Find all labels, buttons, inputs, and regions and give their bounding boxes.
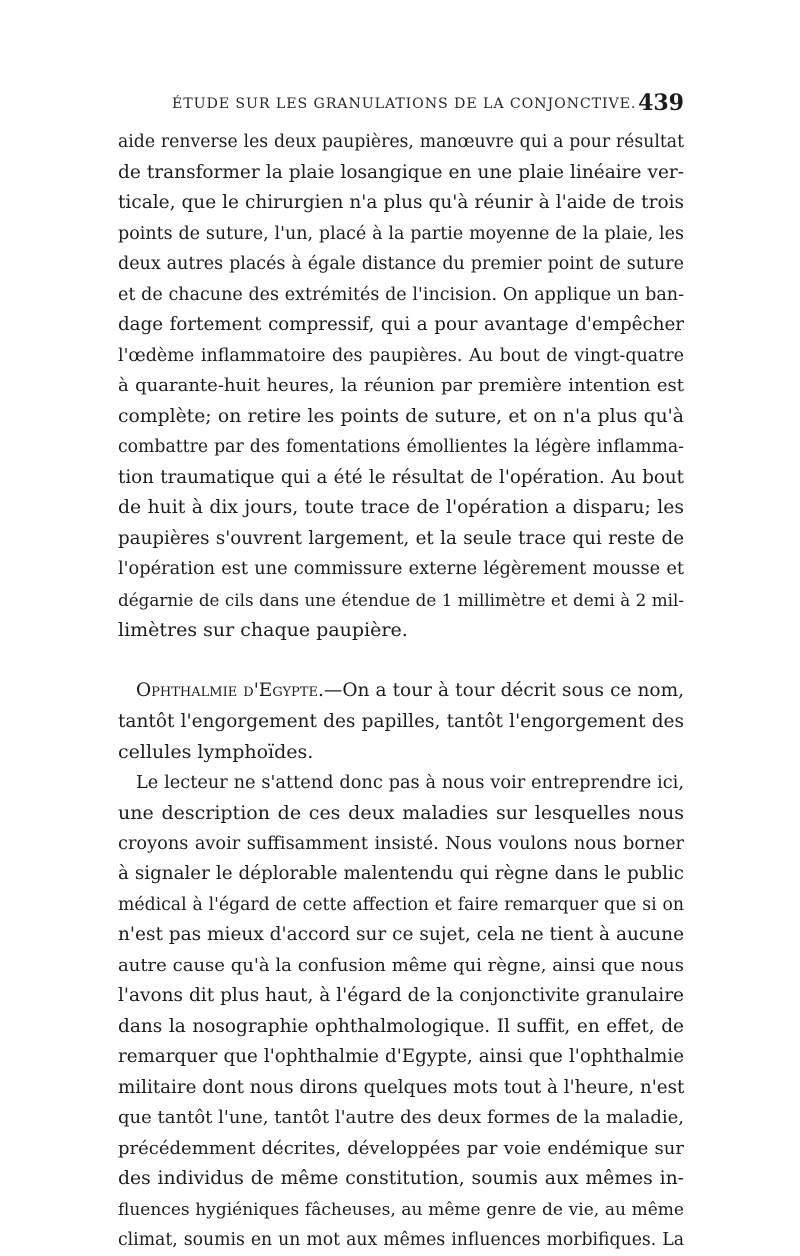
body-text (118, 127, 684, 1256)
text-line: l'œdème inflammatoire des paupières. Au bout de vingt-quatre (118, 345, 684, 366)
text-line: n'est pas mieux d'accord sur ce sujet, cela ne tient à aucune (118, 924, 685, 945)
text-line: à signaler le déplorable malentendu qui règne dans le public (118, 863, 684, 884)
text-line: à quarante-huit heures, la réunion par première intention est (118, 375, 684, 396)
text-line: et de chacune des extrémités de l'incision. On applique un ban- (118, 284, 684, 305)
text-line: fluences hygiéniques fâcheuses, au même genre de vie, au même (118, 1199, 684, 1220)
text-line: de huit à dix jours, toute trace de l'opération a disparu; les (118, 497, 684, 518)
text-line: une description de ces deux maladies sur lesquelles nous (118, 802, 684, 824)
text-line: complète; on retire les points de suture, et on n'a plus qu'à (118, 405, 684, 427)
text-line: paupières s'ouvrent largement, et la seule trace qui reste de (118, 527, 684, 549)
text-line: militaire dont nous dirons quelques mots tout à l'heure, n'est (118, 1076, 685, 1098)
text-line: l'avons dit plus haut, à l'égard de la conjonctivite granulaire (118, 985, 684, 1006)
heading-line-rest: —On a tour à tour décrit sous ce nom, (323, 680, 684, 701)
paragraph-gap (118, 646, 684, 677)
text-line: dage fortement compressif, qui a pour avantage d'empêcher (118, 314, 684, 335)
text-line: autre cause qu'à la confusion même qui règne, ainsi que nous (118, 954, 684, 976)
text-line: climat, soumis en un mot aux mêmes influences morbifiques. La (118, 1230, 684, 1250)
paragraph (118, 768, 684, 1256)
page-number: 439 (638, 90, 684, 116)
paragraph-continuation (118, 127, 684, 646)
text-line: points de suture, l'un, placé à la partie moyenne de la plaie, les (118, 223, 684, 244)
text-line: deux autres placés à égale distance du premier point de suture (118, 254, 684, 274)
text-line: médical à l'égard de cette affection et faire remarquer que si on (118, 894, 684, 915)
text-line: limètres sur chaque paupière. (118, 619, 408, 641)
text-line: de transformer la plaie losangique en une plaie linéaire ver- (118, 161, 684, 183)
text-line: que tantôt l'une, tantôt l'autre des deux formes de la maladie, (118, 1107, 684, 1128)
text-line: tion traumatique qui a été le résultat de l'opération. Au bout (118, 466, 684, 488)
text-line: ticale, que le chirurgien n'a plus qu'à réunir à l'aide de trois (118, 192, 684, 213)
running-head (118, 90, 684, 120)
text-line: cellules lymphoïdes. (118, 741, 314, 763)
text-line: aide renverse les deux paupières, manœuvre qui a pour résultat (118, 132, 684, 152)
text-line: remarquer que l'ophthalmie d'Egypte, ainsi que l'ophthalmie (118, 1046, 684, 1067)
text-line: précédemment décrites, développées par voie endémique sur (118, 1137, 684, 1159)
text-line: l'opération est une commissure externe légèrement mousse et (118, 559, 684, 579)
text-line: des individus de même constitution, soumis aux mêmes in- (118, 1168, 684, 1189)
section-ophthalmie-egypte (118, 676, 684, 768)
text-line: tantôt l'engorgement des papilles, tantôt l'engorgement des (118, 710, 684, 732)
running-title: ÉTUDE SUR LES GRANULATIONS DE LA CONJONCTIVE. (172, 96, 637, 112)
text-line: dégarnie de cils dans une étendue de 1 millimètre et demi à 2 mil- (118, 589, 684, 610)
section-heading: Ophthalmie d'Egypte. (136, 680, 324, 701)
text-line: dans la nosographie ophthalmologique. Il suffit, en effet, de (118, 1015, 684, 1037)
text-line: croyons avoir suffisamment insisté. Nous voulons nous borner (118, 833, 684, 854)
text-line: Le lecteur ne s'attend donc pas à nous voir entreprendre ici, (136, 772, 684, 793)
text-line (118, 676, 684, 707)
text-line: combattre par des fomentations émollientes la légère inflamma- (118, 437, 684, 457)
